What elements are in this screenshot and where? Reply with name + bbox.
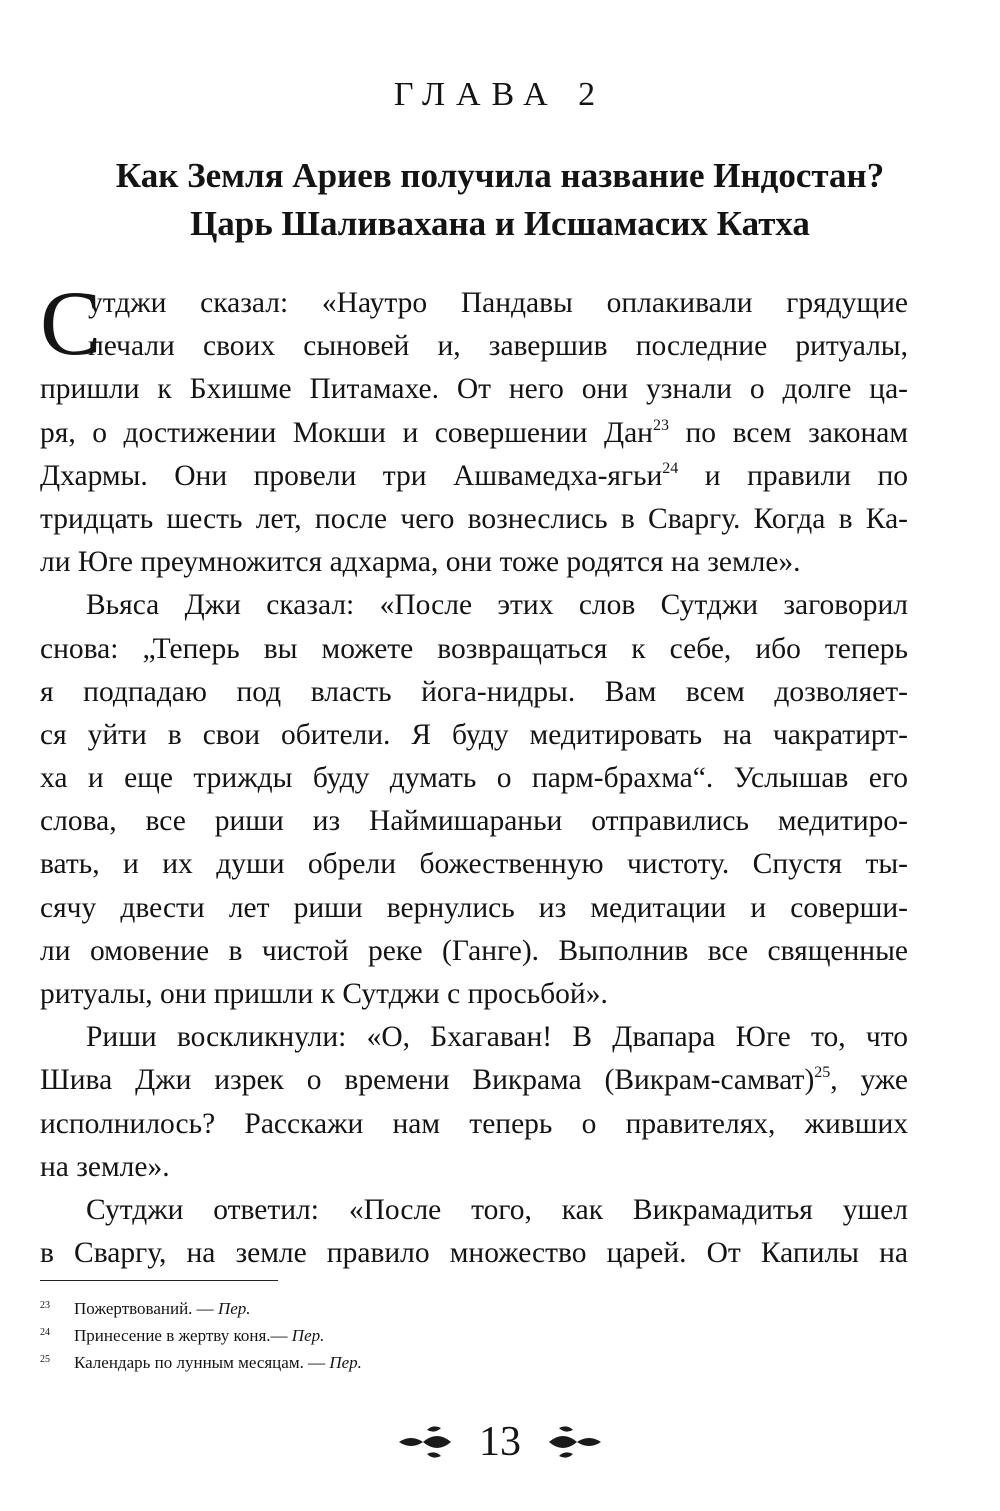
chapter-title — [60, 152, 940, 248]
paragraph-line: утджи сказал: «Наутро Пандавы оплакивали грядущие — [88, 287, 908, 319]
footnote-ref: 24 — [662, 459, 679, 477]
footnote-divider — [40, 1280, 278, 1281]
footnote-item: 23 Пожертвований. — Пер. — [40, 1294, 840, 1321]
page-number: 13 — [479, 1419, 521, 1465]
footnote-number: 24 — [40, 1327, 50, 1338]
paragraph-line: вать, и их души обрели божественную чистоту. Спустя ты- — [40, 848, 908, 881]
footnotes — [40, 1294, 840, 1375]
paragraph-line: Дхармы. Они провели три Ашвамедха-ягьи$^{24}$ и правили по — [40, 459, 908, 492]
chapter-title-line-1: Как Земля Ариев получила название Индостан? — [115, 156, 885, 195]
paragraph-line: Риши воскликнули: «О, Бхагаван! В Двапара Юге то, что — [86, 1021, 908, 1054]
paragraph-line: ритуалы, они пришли к Сутджи с просьбой». — [40, 978, 608, 1010]
paragraph-line: исполнилось? Расскажи нам теперь о правителях, живших — [40, 1107, 908, 1140]
leaf-ornament-icon — [397, 1422, 453, 1462]
drop-cap: С — [40, 272, 102, 374]
paragraph-line: пришли к Бхишме Питамахе. От него они узнали о долге ца- — [40, 373, 908, 406]
body-text — [40, 272, 908, 1275]
chapter-title-line-2: Царь Шаливахана и Исшамасих Катха — [190, 204, 810, 243]
footnote-item: 25 Календарь по лунным месяцам. — Пер. — [40, 1348, 840, 1375]
leaf-ornament-icon — [547, 1422, 603, 1462]
paragraph-line: ли Юге преумножится адхарма, они тоже родятся на земле». — [40, 546, 801, 579]
paragraph-line: Вьяса Джи сказал: «После этих слов Сутджи заговорил — [86, 589, 908, 622]
page-folio — [0, 1412, 1000, 1472]
footnote-ref: 23 — [652, 416, 669, 434]
paragraph-line: я подпадаю под власть йога-нидры. Вам всем дозволяет- — [40, 675, 908, 708]
paragraph-line: тридцать шесть лет, после чего вознеслись в Сваргу. Когда в Ка- — [40, 502, 908, 535]
paragraph-line: ли омовение в чистой реке (Ганге). Выполнив все священные — [40, 934, 908, 967]
paragraph-line: снова: „Теперь вы можете возвращаться к себе, ибо теперь — [40, 632, 908, 665]
paragraph-line: в Сваргу, на земле правило множество царей. От Капилы на — [40, 1237, 908, 1270]
paragraph-line: ся уйти в свои обители. Я буду медитировать на чакратирт- — [40, 718, 908, 751]
footnote-number: 23 — [40, 1300, 50, 1311]
paragraph-line: печали своих сыновей и, завершив последние ритуалы, — [88, 330, 908, 363]
paragraph-line: сячу двести лет риши вернулись из медитации и соверши- — [40, 891, 908, 924]
footnote-item: 24 Принесение в жертву коня.— Пер. — [40, 1321, 840, 1348]
chapter-label: ГЛАВА 2 — [393, 76, 607, 113]
paragraph-line: ха и еще трижды буду думать о парм-брахма“. Услышав его — [40, 762, 908, 795]
paragraph-line: ря, о достижении Мокши и совершении Дан$^{23}$ по всем законам — [40, 416, 908, 449]
paragraph-line: Сутджи ответил: «После того, как Викрамадитья ушел — [86, 1193, 908, 1226]
footnote-ref: 25 — [814, 1064, 831, 1082]
paragraph-line: Шива Джи изрек о времени Викрама (Викрам-самват)$^{25}$, уже — [40, 1064, 908, 1097]
paragraph-line: на земле». — [40, 1150, 170, 1183]
paragraph-line: слова, все риши из Наймишараньи отправились медитиро- — [40, 805, 908, 838]
footnote-number: 25 — [40, 1354, 50, 1365]
